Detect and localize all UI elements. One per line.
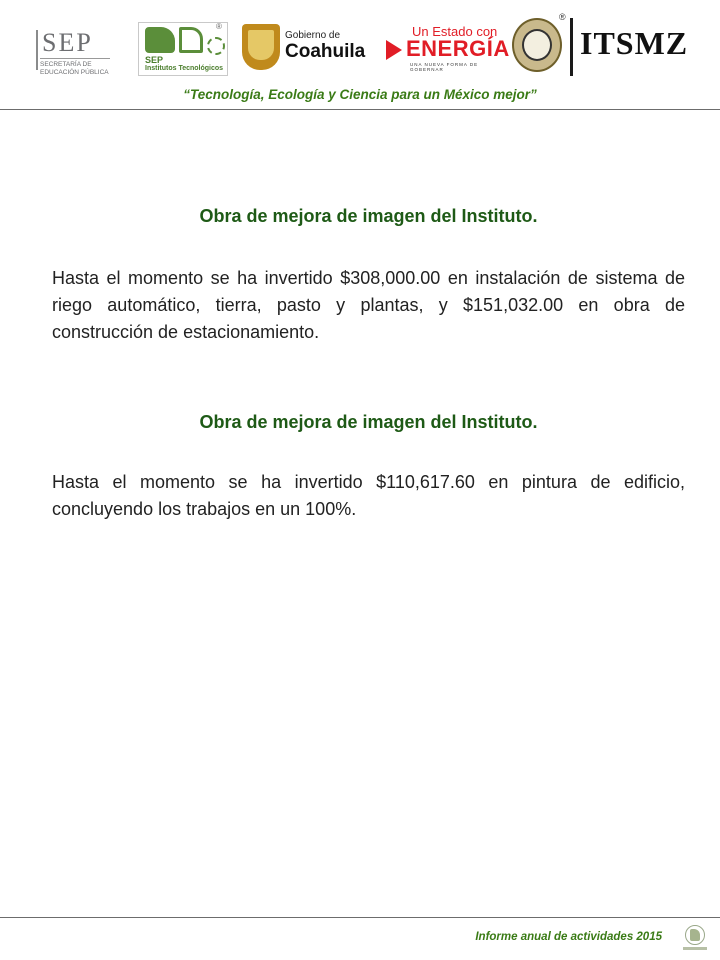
section-title: Obra de mejora de imagen del Instituto. [199, 412, 538, 432]
header-divider [0, 109, 720, 110]
footer-text: Informe anual de actividades 2015 [475, 931, 662, 943]
leaf-outline-icon [179, 27, 203, 53]
energia-logo [384, 24, 510, 72]
energia-logo-line1: Un Estado con [412, 24, 498, 39]
footer-emblem-icon [683, 923, 707, 953]
sep-logo-divider [40, 58, 110, 59]
registered-mark: ® [559, 12, 566, 22]
coahuila-logo [285, 30, 375, 70]
gear-icon [207, 37, 225, 55]
coahuila-shield-icon [242, 24, 280, 70]
registered-mark: ® [216, 22, 222, 31]
arrow-icon [386, 40, 402, 60]
section-title: Obra de mejora de imagen del Instituto. [199, 206, 538, 226]
logo-divider [570, 18, 573, 76]
section-body: Hasta el momento se ha invertido $308,000.00 en instalación de sistema de riego automático, tierra, pasto y plantas, y $151,032.00 en obra de construcción de estacionamiento. [52, 268, 685, 342]
section-body: Hasta el momento se ha invertido $110,617.60 en pintura de edificio, concluyendo los trabajos en un 100%. [52, 472, 685, 519]
slogan: “Tecnología, Ecología y Ciencia para un México mejor” [183, 87, 537, 102]
institute-seal-icon [512, 19, 562, 71]
header [0, 0, 720, 110]
tecnm-logo-line1: SEP [145, 55, 164, 65]
itsmz-logo: ITSMZ [580, 25, 689, 61]
energia-logo-line2: ENERGÍA [406, 36, 510, 61]
coahuila-logo-line1: Gobierno de [285, 30, 341, 41]
coahuila-logo-line2: Coahuila [285, 41, 366, 62]
leaf-icon [145, 27, 175, 53]
footer-divider [0, 917, 720, 918]
sep-logo [22, 28, 117, 78]
tecnm-logo-line2: Institutos Tecnológicos [145, 65, 224, 72]
energia-logo-line3: UNA NUEVA FORMA DE GOBERNAR [410, 62, 479, 72]
tecnm-logo [136, 22, 226, 74]
eagle-icon [22, 30, 38, 70]
sep-logo-subtitle: SECRETARÍA DE EDUCACIÓN PÚBLICA [40, 61, 109, 76]
sep-logo-name: SEP [42, 28, 93, 57]
tecnm-logo-frame [138, 22, 228, 76]
